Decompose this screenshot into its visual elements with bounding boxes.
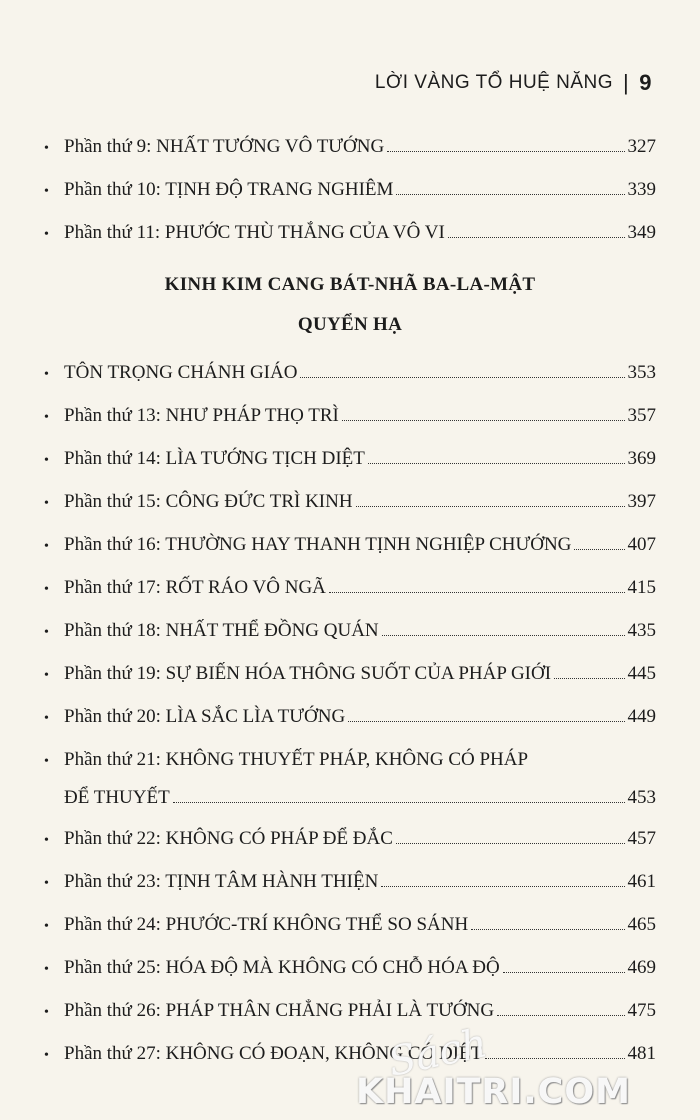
toc-entry-page: 353: [627, 362, 656, 383]
watermark-script: Sách: [384, 1020, 492, 1086]
toc-entry-title: Phần thứ 19: SỰ BIẾN HÓA THÔNG SUỐT CỦA PHÁP GIỚI: [64, 663, 552, 684]
running-header: [375, 70, 652, 96]
toc-entry-title: Phần thứ 15: CÔNG ĐỨC TRÌ KINH: [64, 491, 353, 512]
bullet-icon: •: [44, 711, 49, 726]
toc-entry-title: Phần thứ 21: KHÔNG THUYẾT PHÁP, KHÔNG CÓ PHÁP: [64, 749, 529, 770]
bullet-icon: •: [44, 141, 49, 156]
dot-leader: [382, 634, 625, 636]
dot-leader: [574, 548, 624, 550]
toc-entry: [44, 576, 656, 602]
toc-entry-title: Phần thứ 24: PHƯỚC-TRÍ KHÔNG THỂ SO SÁNH: [64, 914, 469, 935]
bullet-icon: •: [44, 625, 49, 640]
book-title: LỜI VÀNG TỔ HUỆ NĂNG: [374, 72, 614, 93]
bullet-icon: •: [44, 754, 49, 769]
toc-entry-page: 449: [627, 706, 656, 727]
bullet-icon: •: [44, 184, 49, 199]
bullet-icon: •: [44, 876, 49, 891]
dot-leader: [554, 677, 624, 679]
toc-entry-title: Phần thứ 9: NHẤT TƯỚNG VÔ TƯỚNG: [64, 136, 385, 157]
dot-leader: [448, 236, 625, 238]
toc-entry-title: Phần thứ 13: NHƯ PHÁP THỌ TRÌ: [64, 405, 339, 426]
toc-entry-title: Phần thứ 20: LÌA SẮC LÌA TƯỚNG: [64, 706, 346, 727]
dot-leader: [381, 885, 624, 887]
toc-entry: [44, 1042, 656, 1068]
toc-entry-page: 369: [627, 448, 656, 469]
dot-leader: [396, 193, 624, 195]
toc-entry-page: 469: [627, 957, 656, 978]
toc-entry: [44, 135, 656, 161]
dot-leader: [497, 1014, 624, 1016]
toc-entry: [44, 404, 656, 430]
bullet-icon: •: [44, 367, 49, 382]
bullet-icon: •: [44, 919, 49, 934]
toc-entry-title: Phần thứ 22: KHÔNG CÓ PHÁP ĐỂ ĐẮC: [64, 828, 393, 849]
toc-entry: [44, 178, 656, 204]
toc-entry: [44, 361, 656, 387]
section-title: KINH KIM CANG BÁT-NHÃ BA-LA-MẬT: [164, 274, 536, 295]
bullet-icon: •: [44, 962, 49, 977]
bullet-icon: •: [44, 410, 49, 425]
toc-entry-page: 327: [627, 136, 656, 157]
toc-entry: [44, 999, 656, 1025]
dot-leader: [300, 376, 624, 378]
toc-entry-title: Phần thứ 18: NHẤT THỂ ĐỒNG QUÁN: [64, 620, 379, 641]
bullet-icon: •: [44, 833, 49, 848]
toc-entry: [44, 956, 656, 982]
toc-entry-page: 457: [627, 828, 656, 849]
dot-leader: [368, 462, 625, 464]
dot-leader: [485, 1057, 624, 1059]
toc-entry-title: Phần thứ 27: KHÔNG CÓ ĐOẠN, KHÔNG CÓ DIỆT: [64, 1043, 483, 1064]
dot-leader: [471, 928, 624, 930]
bullet-icon: •: [44, 453, 49, 468]
page-number: 9: [639, 70, 652, 95]
toc-entry: [44, 913, 656, 939]
toc-entry: [44, 619, 656, 645]
dot-leader: [342, 419, 625, 421]
toc-entry: [44, 827, 656, 853]
toc-entry-title: Phần thứ 11: PHƯỚC THÙ THẮNG CỦA VÔ VI: [64, 222, 445, 243]
bullet-icon: •: [44, 496, 49, 511]
toc-entry-page: 481: [627, 1043, 656, 1064]
bullet-icon: •: [44, 227, 49, 242]
toc-entry-title: Phần thứ 25: HÓA ĐỘ MÀ KHÔNG CÓ CHỖ HÓA ĐỘ: [64, 957, 500, 978]
dot-leader: [329, 591, 625, 593]
toc-entry: [44, 705, 656, 731]
dot-leader: [387, 150, 624, 152]
watermark-brand: KHAITRI.COM: [356, 1072, 631, 1112]
bullet-icon: •: [44, 1048, 49, 1063]
toc-entry-page: 445: [627, 663, 656, 684]
toc-entry-page: 357: [627, 405, 656, 426]
toc-entry-page: 407: [627, 534, 656, 555]
toc-entry-title: Phần thứ 16: THƯỜNG HAY THANH TỊNH NGHIỆP CHƯỚNG: [64, 534, 572, 555]
toc-entry-page: 397: [627, 491, 656, 512]
dot-leader: [356, 505, 625, 507]
bullet-icon: •: [44, 668, 49, 683]
toc-entry-title: Phần thứ 26: PHÁP THÂN CHẲNG PHẢI LÀ TƯỚNG: [64, 1000, 495, 1021]
dot-leader: [396, 842, 625, 844]
toc-entry-page: 461: [627, 871, 656, 892]
toc-entry: [44, 447, 656, 473]
toc-entry-title: Phần thứ 23: TỊNH TÂM HÀNH THIỆN: [64, 871, 379, 892]
toc-entry: [44, 533, 656, 559]
toc-entry-title: Phần thứ 14: LÌA TƯỚNG TỊCH DIỆT: [64, 448, 365, 469]
toc-entry-title: TÔN TRỌNG CHÁNH GIÁO: [64, 362, 298, 383]
header-separator: |: [623, 70, 630, 95]
bullet-icon: •: [44, 539, 49, 554]
toc-entry-page: 475: [627, 1000, 656, 1021]
dot-leader: [503, 971, 625, 973]
toc-entry-page: 339: [627, 179, 656, 200]
toc-entry: [44, 870, 656, 896]
toc-entry-title: Phần thứ 10: TỊNH ĐỘ TRANG NGHIÊM: [64, 179, 394, 200]
dot-leader: [173, 801, 625, 803]
toc-entry-title-continued: ĐỂ THUYẾT: [64, 787, 170, 808]
toc-entry: [44, 221, 656, 247]
section-subtitle: QUYỂN HẠ: [297, 314, 403, 335]
bullet-icon: •: [44, 1005, 49, 1020]
toc-entry: [44, 490, 656, 516]
table-of-contents: [44, 135, 656, 1085]
toc-entry-page: 435: [627, 620, 656, 641]
bullet-icon: •: [44, 582, 49, 597]
dot-leader: [348, 720, 624, 722]
toc-entry-page: 465: [627, 914, 656, 935]
toc-entry-page: 349: [627, 222, 656, 243]
toc-entry-page: 415: [627, 577, 656, 598]
toc-entry-title: Phần thứ 17: RỐT RÁO VÔ NGÃ: [64, 577, 326, 598]
toc-entry-page: 453: [627, 787, 656, 808]
toc-entry-wrapped: [44, 748, 656, 810]
toc-entry: [44, 662, 656, 688]
